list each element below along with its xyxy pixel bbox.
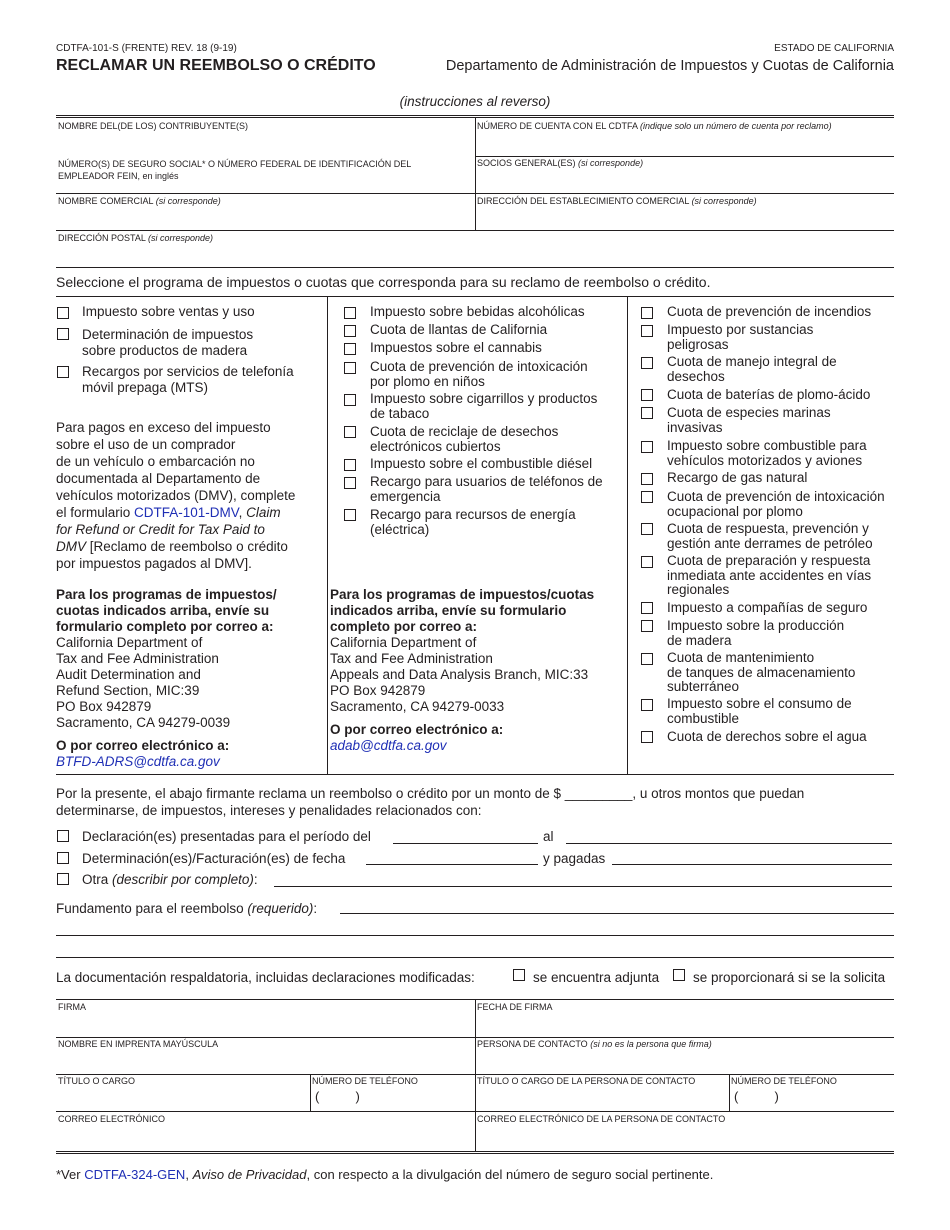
checkbox-sales-use-tax[interactable] xyxy=(57,307,69,319)
checkbox-integrated-waste[interactable] xyxy=(641,357,653,369)
email-field[interactable] xyxy=(58,1126,468,1148)
phone-field[interactable] xyxy=(330,1088,470,1109)
phone-label: NÚMERO DE TELÉFONO xyxy=(312,1076,418,1086)
doc-on-request-label: se proporcionará si se la solicita xyxy=(693,970,886,985)
business-address-field[interactable] xyxy=(477,206,887,228)
checkbox-natural-gas[interactable] xyxy=(641,473,653,485)
checkbox-insurance-tax[interactable] xyxy=(641,602,653,614)
program-select-prompt: Seleccione el programa de impuestos o cuotas que corresponda para su reclamo de reembolso o crédito. xyxy=(56,274,711,290)
mailing-address-field[interactable] xyxy=(58,244,888,264)
taxpayer-name-field[interactable] xyxy=(58,130,468,154)
period-to-field[interactable] xyxy=(566,843,892,844)
program-label: Cuota de reciclaje de desechos electrónicos cubiertos xyxy=(370,424,559,454)
checkbox-911-surcharge[interactable] xyxy=(344,477,356,489)
checkbox-railroad-accident[interactable] xyxy=(641,556,653,568)
col1-email-heading: O por correo electrónico a: xyxy=(56,738,230,753)
contact-email-label: CORREO ELECTRÓNICO DE LA PERSONA DE CONTACTO xyxy=(477,1114,726,1124)
business-name-field[interactable] xyxy=(58,206,468,228)
program-label: Impuesto sobre combustible para vehículos motorizados y aviones xyxy=(667,438,867,468)
periods-label: Declaración(es) presentadas para el período del xyxy=(82,829,371,844)
doc-attached-label: se encuentra adjunta xyxy=(533,970,660,985)
signature-label: FIRMA xyxy=(58,1002,86,1012)
signature-field[interactable] xyxy=(58,1013,468,1035)
printed-name-field[interactable] xyxy=(58,1050,468,1072)
checkbox-doc-on-request[interactable] xyxy=(673,969,685,981)
program-label: Cuota de llantas de California xyxy=(370,322,548,337)
program-label: Impuesto sobre bebidas alcohólicas xyxy=(370,304,585,319)
program-label: Impuesto sobre el combustible diésel xyxy=(370,456,593,471)
checkbox-timber-yield[interactable] xyxy=(641,620,653,632)
business-name-label: NOMBRE COMERCIAL (si corresponde) xyxy=(58,196,221,206)
dmv-form-link[interactable]: CDTFA-101-DMV xyxy=(134,505,239,520)
contact-phone-label: NÚMERO DE TELÉFONO xyxy=(731,1076,837,1086)
documentation-label: La documentación respaldatoria, incluidas declaraciones modificadas: xyxy=(56,970,475,985)
to-label: al xyxy=(543,829,554,844)
checkbox-returns-filed[interactable] xyxy=(57,830,69,842)
instructions-note: (instrucciones al reverso) xyxy=(399,94,551,109)
checkbox-determinations[interactable] xyxy=(57,852,69,864)
contact-title-field[interactable] xyxy=(477,1088,722,1109)
determination-date-field[interactable] xyxy=(366,864,538,865)
business-address-label: DIRECCIÓN DEL ESTABLECIMIENTO COMERCIAL (si corresponde) xyxy=(477,196,757,206)
ssn-fein-field[interactable] xyxy=(58,180,468,192)
contact-person-label: PERSONA DE CONTACTO (si no es la persona que firma) xyxy=(477,1039,712,1049)
checkbox-motor-vehicle-fuel[interactable] xyxy=(641,441,653,453)
program-label: Cuota de manejo integral de desechos xyxy=(667,354,837,384)
basis-label: Fundamento para el reembolso (requerido): xyxy=(56,901,318,916)
col2-mail-heading: Para los programas de impuestos/cuotas indicados arriba, envíe su formulario completo por correo a: xyxy=(330,587,595,634)
program-label: Cuota de preparación y respuesta inmediata ante accidentes en vías regionales xyxy=(667,553,872,597)
checkbox-cannabis[interactable] xyxy=(344,343,356,355)
checkbox-use-fuel[interactable] xyxy=(641,699,653,711)
checkbox-e-waste[interactable] xyxy=(344,426,356,438)
checkbox-energy-resources[interactable] xyxy=(344,509,356,521)
program-label: Impuesto sobre la producción de madera xyxy=(667,618,845,648)
signature-date-field[interactable] xyxy=(477,1013,887,1035)
state-label: ESTADO DE CALIFORNIA xyxy=(774,43,894,54)
checkbox-oil-spill[interactable] xyxy=(641,523,653,535)
department-name: Departamento de Administración de Impuestos y Cuotas de California xyxy=(445,58,894,74)
title-field[interactable] xyxy=(58,1088,303,1109)
program-label: Recargo para usuarios de teléfonos de emergencia xyxy=(370,474,603,504)
checkbox-cigarette-tobacco[interactable] xyxy=(344,394,356,406)
title-label: TÍTULO O CARGO xyxy=(58,1076,136,1086)
program-label: Impuesto sobre cigarrillos y productos de tabaco xyxy=(370,391,598,421)
col2-mail-address: California Department of Tax and Fee Administration Appeals and Data Analysis Branch, MIC:33 PO Box 942879 Sacramento, CA 94279-0033 xyxy=(330,635,589,714)
claim-amount-field[interactable]: _________ xyxy=(564,786,633,801)
paid-field[interactable] xyxy=(612,864,892,865)
col2-email-link[interactable]: adab@cdtfa.ca.gov xyxy=(330,738,447,753)
program-label: Recargos por servicios de telefonía móvil prepaga (MTS) xyxy=(82,364,294,395)
program-label: Cuota de prevención de intoxicación por plomo en niños xyxy=(370,359,588,389)
program-label: Cuota de respuesta, prevención y gestión ante derrames de petróleo xyxy=(667,521,873,551)
col1-email-link[interactable]: BTFD-ADRS@cdtfa.ca.gov xyxy=(56,754,220,769)
contact-title-label: TÍTULO O CARGO DE LA PERSONA DE CONTACTO xyxy=(477,1076,696,1086)
contact-email-field[interactable] xyxy=(477,1126,887,1148)
other-description-field[interactable] xyxy=(274,886,892,887)
footnote: *Ver CDTFA-324-GEN, Aviso de Privacidad, con respecto a la divulgación del número de seguro social pertinente. xyxy=(56,1167,714,1182)
checkbox-hazardous-substances[interactable] xyxy=(641,325,653,337)
program-label: Determinación de impuestos sobre productos de madera xyxy=(82,327,254,358)
program-label: Cuota de baterías de plomo-ácido xyxy=(667,387,871,402)
checkbox-lead-acid-battery[interactable] xyxy=(641,389,653,401)
ssn-fein-label: NÚMERO(S) DE SEGURO SOCIAL* O NÚMERO FEDERAL DE IDENTIFICACIÓN DEL EMPLEADOR FEIN, en inglés xyxy=(58,159,412,181)
program-label: Recargo de gas natural xyxy=(667,470,808,485)
checkbox-occupational-lead[interactable] xyxy=(641,491,653,503)
program-label: Recargo para recursos de energía (eléctrica) xyxy=(370,507,576,537)
account-number-label: NÚMERO DE CUENTA CON EL CDTFA (indique solo un número de cuenta por reclamo) xyxy=(477,121,832,131)
contact-person-field[interactable] xyxy=(477,1050,887,1072)
other-label: Otra (describir por completo): xyxy=(82,872,258,887)
taxpayer-name-label: NOMBRE DEL(DE LOS) CONTRIBUYENTE(S) xyxy=(58,121,249,131)
form-id: CDTFA-101-S (FRENTE) REV. 18 (9-19) xyxy=(56,43,237,54)
phone-format: ( ) xyxy=(315,1089,360,1104)
dmv-paragraph: Para pagos en exceso del impuesto sobre el uso de un comprador de un vehículo o embarcación no documentada al Departamento de vehículos motorizados (DMV), complete el formulario CDTFA-101-DMV, Claim for Refund or Credit for Tax Paid to DMV [Reclamo de reembolso o crédito por impuestos pagados al DMV]. xyxy=(56,420,296,571)
form-title: RECLAMAR UN REEMBOLSO O CRÉDITO xyxy=(56,57,376,74)
program-label: Cuota de especies marinas invasivas xyxy=(667,405,831,435)
general-partners-field[interactable] xyxy=(477,168,887,192)
checkbox-tire-fee[interactable] xyxy=(344,325,356,337)
col1-mail-address: California Department of Tax and Fee Administration Audit Determination and Refund Section, MIC:39 PO Box 942879 Sacramento, CA 94279-0039 xyxy=(56,635,231,730)
col2-email-heading: O por correo electrónico a: xyxy=(330,722,504,737)
checkbox-alcoholic-beverage[interactable] xyxy=(344,307,356,319)
checkbox-underground-storage[interactable] xyxy=(641,653,653,665)
checkbox-marine-invasive[interactable] xyxy=(641,407,653,419)
program-label: Cuota de derechos sobre el agua xyxy=(667,729,867,744)
checkbox-prepaid-mts[interactable] xyxy=(57,366,69,378)
program-label: Impuesto por sustancias peligrosas xyxy=(667,322,814,352)
printed-name-label: NOMBRE EN IMPRENTA MAYÚSCULA xyxy=(58,1039,219,1049)
basis-field-line2[interactable] xyxy=(56,935,894,936)
program-label: Impuesto sobre el consumo de combustible xyxy=(667,696,852,726)
program-label: Cuota de mantenimiento de tanques de almacenamiento subterráneo xyxy=(667,650,856,694)
signature-date-label: FECHA DE FIRMA xyxy=(477,1002,553,1012)
checkbox-childhood-lead[interactable] xyxy=(344,362,356,374)
checkbox-timber-products[interactable] xyxy=(57,328,69,340)
claim-statement-line2: determinarse, de impuestos, intereses y penalidades relacionados con: xyxy=(56,803,482,818)
claim-statement-line1: Por la presente, el abajo firmante reclama un reembolso o crédito por un monto de $ _________, u otros montos que puedan xyxy=(56,786,805,801)
determinations-label: Determinación(es)/Facturación(es) de fecha xyxy=(82,851,346,866)
checkbox-other[interactable] xyxy=(57,873,69,885)
contact-phone-field[interactable] xyxy=(749,1088,889,1109)
program-label: Impuestos sobre el cannabis xyxy=(370,340,542,355)
email-label: CORREO ELECTRÓNICO xyxy=(58,1114,166,1124)
general-partners-label: SOCIOS GENERAL(ES) (si corresponde) xyxy=(477,158,644,168)
privacy-notice-link[interactable]: CDTFA-324-GEN xyxy=(84,1167,186,1182)
basis-field-line3[interactable] xyxy=(56,957,894,958)
col1-mail-heading: Para los programas de impuestos/ cuotas indicados arriba, envíe su formulario completo por correo a: xyxy=(56,587,277,634)
program-label: Impuesto sobre ventas y uso xyxy=(82,304,255,319)
checkbox-doc-attached[interactable] xyxy=(513,969,525,981)
account-number-field[interactable] xyxy=(477,130,887,154)
basis-field-line1[interactable] xyxy=(340,913,894,914)
contact-phone-format: ( ) xyxy=(734,1089,779,1104)
checkbox-fire-prevention[interactable] xyxy=(641,307,653,319)
program-label: Cuota de prevención de intoxicación ocupacional por plomo xyxy=(667,489,885,519)
period-from-field[interactable] xyxy=(393,843,538,844)
checkbox-water-rights[interactable] xyxy=(641,731,653,743)
mailing-address-label: DIRECCIÓN POSTAL (si corresponde) xyxy=(58,233,214,243)
program-label: Cuota de prevención de incendios xyxy=(667,304,872,319)
paid-label: y pagadas xyxy=(543,851,606,866)
program-label: Impuesto a compañías de seguro xyxy=(667,600,868,615)
checkbox-diesel-fuel[interactable] xyxy=(344,459,356,471)
